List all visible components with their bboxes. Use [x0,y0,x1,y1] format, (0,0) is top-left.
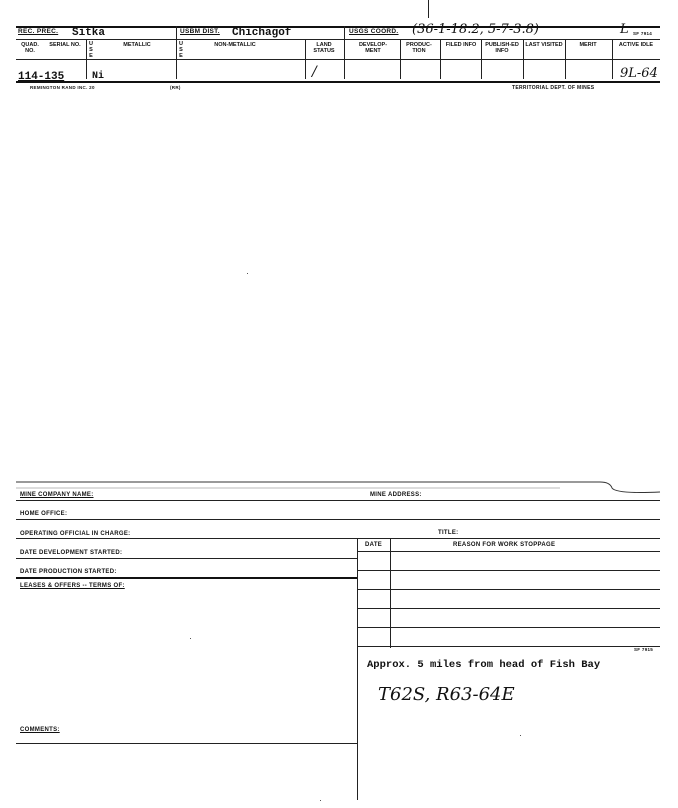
active-idle-header: ACTIVE IDLE [618,42,654,48]
scan-speck [247,273,248,274]
rec-prec-label: REC. PREC. [18,28,59,35]
scan-speck [190,638,191,639]
land-status-header: LAND STATUS [313,42,335,54]
usgs-coord-value: (36-1-18.2, 5-7-3.8) [412,22,539,37]
title-label: TITLE: [438,530,459,536]
reason-row-rule [357,627,660,628]
mine-company-name-label: MINE COMPANY NAME: [20,492,94,498]
date-development-started-label: DATE DEVELOPMENT STARTED: [20,550,123,556]
top-card-top-rule [16,26,660,28]
metallic-value: Ni [92,71,105,82]
reason-row-rule [357,608,660,609]
scan-speck [320,800,321,801]
row-rule [16,519,660,520]
usbm-dist-label: USBM DIST. [180,28,220,35]
filed-info-header: FILED INFO [445,42,477,48]
quad-serial-value: 114-135 [18,71,65,83]
card-edge-curve [0,470,678,500]
top-card-bottom-rule [16,81,660,83]
row-rule [16,558,357,559]
header-row-rule [16,39,660,40]
column-header-rule [16,59,660,60]
reason-row-rule [357,570,660,571]
date-column-divider [390,538,391,648]
reason-row-rule [357,589,660,590]
mine-address-label: MINE ADDRESS: [370,492,422,498]
date-column-header: DATE [365,542,383,548]
use-marker-1: U S E [89,41,93,59]
reason-row-rule [357,646,660,647]
published-info-header: PUBLISH-ED INFO [485,42,519,54]
date-production-started-label: DATE PRODUCTION STARTED: [20,569,117,575]
serial-no-header: SERIAL NO. [49,42,81,48]
use-marker-2: U S E [179,41,183,59]
last-visited-header: LAST VISITED [525,42,563,48]
operating-official-label: OPERATING OFFICIAL IN CHARGE: [20,531,131,537]
comments-rule [16,743,357,744]
reason-column-header: REASON FOR WORK STOPPAGE [453,542,556,548]
form-number-top: SF 7914 [633,31,653,36]
right-panel-divider [357,538,358,800]
township-range-note: T62S, R63-64E [378,684,515,705]
divider [344,26,345,39]
metallic-header: METALLIC [123,42,151,48]
usbm-dist-value: Chichagof [232,27,292,39]
divider [176,26,177,39]
development-header: DEVELOP-MENT [358,42,388,54]
comments-label: COMMENTS: [20,727,60,733]
merit-header: MERIT [579,42,597,48]
production-header: PRODUC-TION [406,42,432,54]
scan-speck [520,735,521,736]
home-office-label: HOME OFFICE: [20,511,68,517]
quad-no-header: QUAD. NO. [21,42,39,54]
rec-prec-value: Sitka [72,27,106,39]
non-metallic-header: NON-METALLIC [214,42,256,48]
location-note: Approx. 5 miles from head of Fish Bay [367,659,601,671]
printer-line: REMINGTON RAND INC. 20 [30,85,95,90]
corner-mark: L [620,22,629,37]
row-rule-double [16,577,357,579]
leases-offers-label: LEASES & OFFERS -- TERMS OF: [20,583,125,589]
top-tick-mark [428,0,429,18]
active-idle-mark: 9L-64 [620,66,658,81]
form-number-bottom: SF 7915 [634,647,654,652]
territorial-dept-label: TERRITORIAL DEPT. OF MINES [512,85,595,91]
usgs-coord-label: USGS COORD. [349,28,399,35]
date-header-rule [357,551,660,552]
row-rule [16,538,660,539]
footer-code-1: (RR) [170,85,181,90]
row-rule [16,500,660,501]
land-status-mark: / [312,64,317,80]
